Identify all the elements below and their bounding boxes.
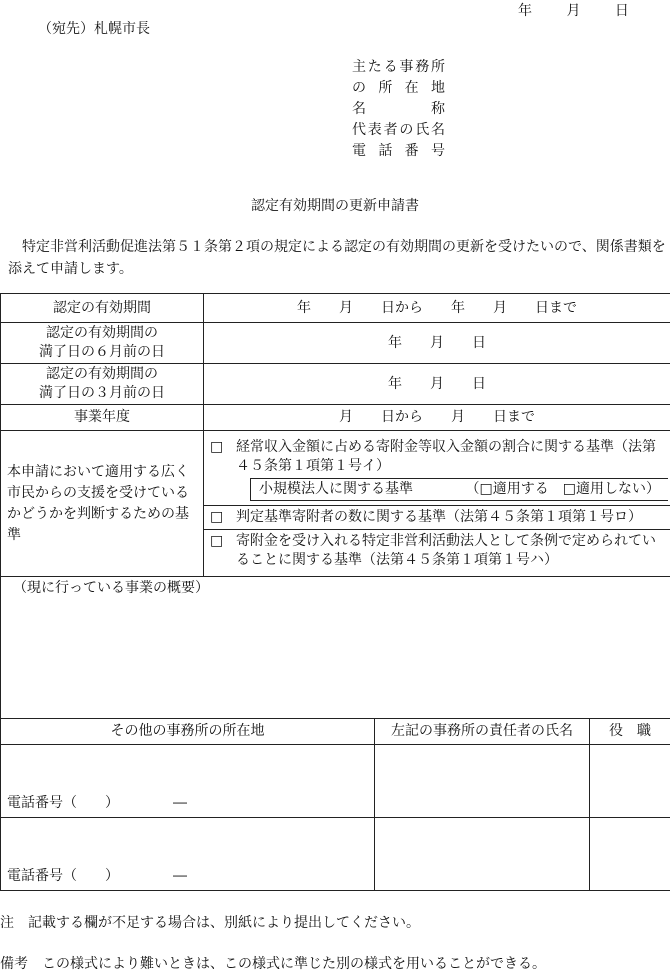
criteria-row [1,431,670,577]
criteria-1-text: 経常収入金額に占める寄附金等収入金額の割合に関する基準（法第４５条第１項第１号イ） [236,438,664,476]
representative-label: 代 表 者 の 氏 名 [352,120,445,141]
small-corp-label: 小規模法人に関する基準 [259,480,413,499]
office-header-row [1,719,670,745]
six-month-value[interactable]: 年 月 日 [204,323,670,364]
overview-field[interactable] [1,577,670,719]
criteria-options [204,431,670,577]
validity-period-label: 認定の有効期間 [1,294,204,323]
day-label: 日 [615,0,629,20]
criteria-2 [204,506,670,530]
note: 注 記載する欄が不足する場合は、別紙により提出してください。 [0,912,420,932]
three-month-value[interactable]: 年 月 日 [204,364,670,405]
responsible-cell[interactable] [375,745,590,818]
fiscal-year-value[interactable]: 月 日から 月 日まで [204,405,670,431]
office-address-cell[interactable] [1,818,375,891]
application-table [0,293,670,891]
office-row [1,818,670,891]
other-office-header: その他の事務所の所在地 [1,719,375,745]
criteria-3-text: 寄附金を受け入れる特定非営利活動法人として条例で定められていることに関する基準（法第４５条第１項第１号ハ） [236,532,664,570]
checkbox-criteria-2[interactable]: □ [210,508,236,527]
tel-label: 電話番号（ ） [7,795,119,811]
six-month-row [1,323,670,364]
criteria-1 [204,436,670,506]
tel-dash: ― [173,795,187,811]
six-month-label: 認定の有効期間の 満了日の６月前の日 [1,323,204,364]
overview-row [1,577,670,719]
applicant-labels [352,57,445,162]
phone-label: 電 話 番 号 [352,141,445,162]
position-cell[interactable] [590,818,670,891]
criteria-3 [204,530,670,572]
name-label: 名 称 [352,99,445,120]
validity-period-row [1,294,670,323]
office-location-label-2: の 所 在 地 [352,78,445,99]
three-month-label: 認定の有効期間の 満了日の３月前の日 [1,364,204,405]
fiscal-year-row [1,405,670,431]
position-cell[interactable] [590,745,670,818]
intro-text: 特定非営利活動促進法第５１条第２項の規定による認定の有効期間の更新を受けたいので、関係書類を添えて申請します。 [8,236,668,280]
position-header: 役 職 [590,719,670,745]
document-title: 認定有効期間の更新申請書 [0,195,670,215]
criteria-label: 本申請において適用する広く市民からの支援を受けているかどうかを判断するための基準 [1,431,204,577]
small-corporation-criteria [250,478,668,501]
three-month-row [1,364,670,405]
fiscal-year-label: 事業年度 [1,405,204,431]
tel-dash: ― [173,868,187,884]
month-label: 月 [566,0,580,20]
responsible-header: 左記の事務所の責任者の氏名 [375,719,590,745]
responsible-cell[interactable] [375,818,590,891]
addressee: （宛先）札幌市長 [38,18,150,38]
criteria-2-text: 判定基準寄附者の数に関する基準（法第４５条第１項第１号ロ） [236,508,642,527]
tel-label: 電話番号（ ） [7,868,119,884]
office-location-label-1: 主 た る 事 務 所 [352,57,445,78]
checkbox-criteria-3[interactable]: □ [210,532,236,570]
remarks: 備考 この様式により難いときは、この様式に準じた別の様式を用いることができる。 [0,953,546,973]
date-field [518,0,668,20]
small-corp-options[interactable]: （□適用する □適用しない） [466,480,660,499]
overview-label: （現に行っている事業の概要） [13,580,209,596]
checkbox-criteria-1[interactable]: □ [210,438,236,476]
validity-period-value[interactable]: 年 月 日から 年 月 日まで [204,294,670,323]
office-address-cell[interactable] [1,745,375,818]
office-row [1,745,670,818]
year-label: 年 [518,0,532,20]
